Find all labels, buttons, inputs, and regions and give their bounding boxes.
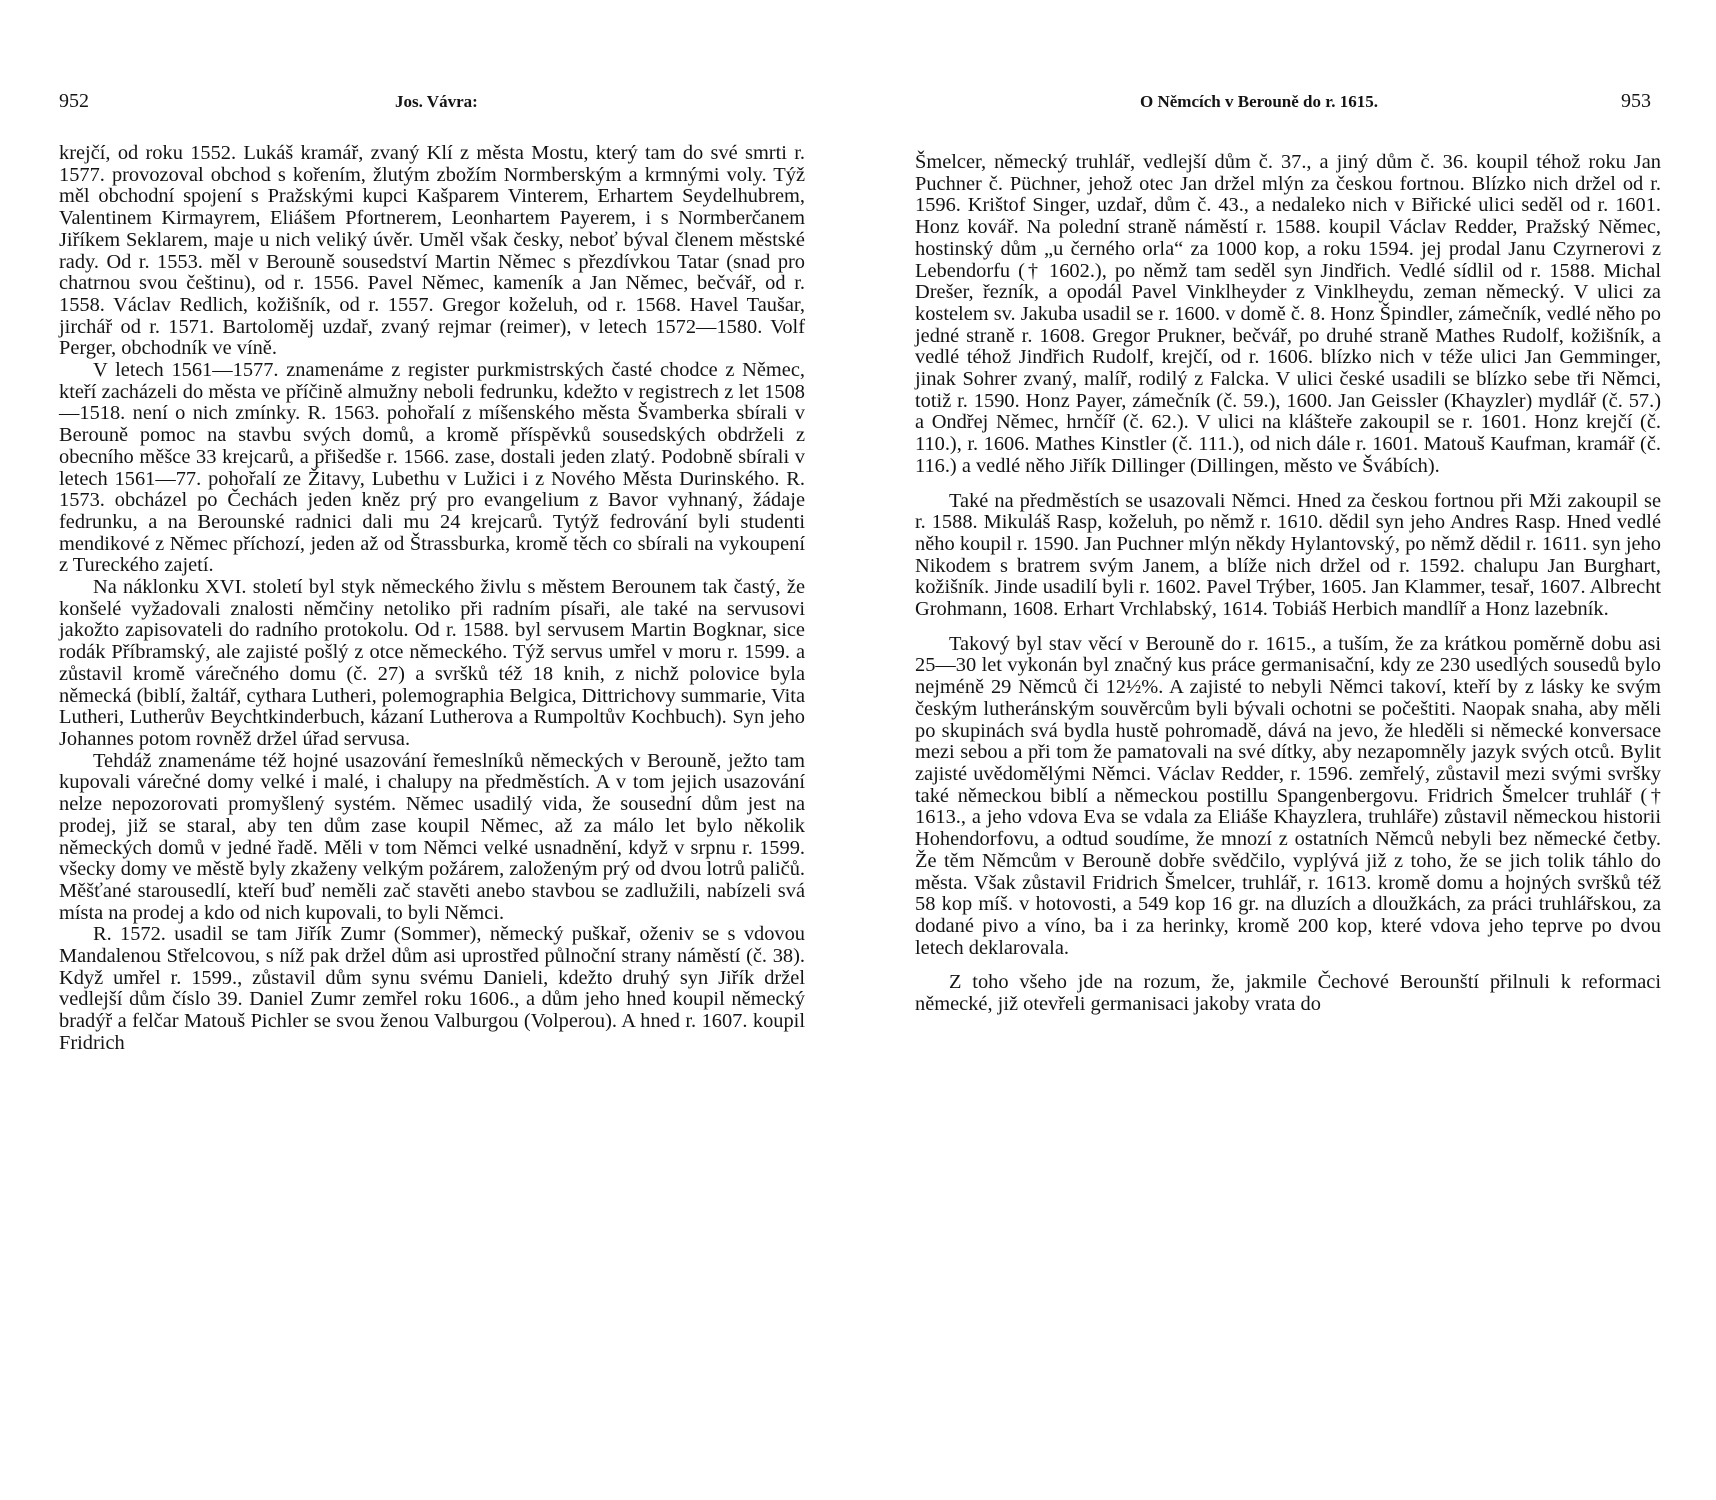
left-body-text — [59, 143, 805, 1055]
right-paragraph-2: Také na předměstích se usazovali Němci. Hned za českou fortnou při Mži zakoupil se r. 1588. Mikuláš Rasp, koželuh, po němž r. 1610. dědil syn jeho Andres Rasp. Hned vedlé něho koupil r. 1590. Jan Puchner mlýn někdy Hylantovský, po němž dědil r. 1611. syn jeho Nikodem s bratrem svým Janem, a blíže nich držel od r. 1592. chalupu Jan Burghart, kožišník. Jinde usadilí byli r. 1602. Pavel Trýber, 1605. Jan Klammer, tesař, 1607. Albrecht Grohmann, 1608. Erhart Vrchlabský, 1614. Tobiáš Herbich mandlíř a Honz lazebník. — [915, 489, 1661, 621]
left-paragraph-3: Na náklonku XVI. století byl styk německého živlu s městem Berounem tak častý, že konšelé vyžadovali znalosti němčiny netoliko při radním písaři, ale také na servusovi jakožto zapisovateli do radního protokolu. Od r. 1588. byl servusem Martin Bogknar, sice rodák Příbramský, ale zajisté pošlý z otce německého. Týž servus umřel v moru r. 1599. a zůstavil kromě várečného domu (č. 27) a svršků též 18 knih, z nichž polovice byla německá (biblí, žaltář, cythara Lutheri, polemographia Belgica, Dittrichovy summarie, Vita Lutheri, Lutherův Beychtkinderbuch, kázaní Lutherova a Rumpoltův Kochbuch). Syn jeho Johannes potom rovněž držel úřad servusa. — [59, 576, 805, 750]
left-paragraph-1: krejčí, od roku 1552. Lukáš kramář, zvaný Klí z města Mostu, který tam do své smrti r. 1577. provozoval obchod s kořením, žlutým zbožím Normberským a krmnými voly. Týž měl obchodní spojení s Pražskými kupci Kašparem Vinterem, Erhartem Seydelhubrem, Valentinem Kirmayrem, Eliášem Pfortnerem, Leonhartem Payerem, i s Normberčanem Jiříkem Seklarem, maje u nich veliký úvěr. Uměl však česky, neboť býval členem městské rady. Od r. 1553. měl v Berouně sousedství Martin Němec s přezdívkou Tatar (snad pro chatrnou svou češtinu), od r. 1556. Pavel Němec, kameník a Jan Němec, bečvář, od r. 1558. Václav Redlich, kožišník, od r. 1557. Gregor koželuh, od r. 1568. Havel Taušar, jirchář od r. 1571. Bartoloměj uzdař, zvaný rejmar (reimer), v letech 1572—1580. Volf Perger, obchodník ve víně. — [59, 142, 805, 360]
left-paragraph-2: V letech 1561—1577. znamenáme z register purkmistrských časté chodce z Němec, kteří zacházeli do města ve příčině almužny neboli fedrunku, kdežto v registrech z let 1508—1518. není o nich zmínky. R. 1563. pohořalí z míšenského města Švamberka sbírali v Berouně pomoc na stavbu svých domů, a kromě příspěvků sousedských obdrželi z obecního měšce 33 krejcarů, a přišedše r. 1566. zase, dostali jeden zlatý. Podobně sbírali v letech 1561—77. pohořalí ze Žitavy, Lubethu v Lužici i z Nového Města Durinského. R. 1573. obcházel po Čechách jeden kněz prý pro evangelium z Bavor vyhnaný, žádaje fedrunku, a na Berounské radnici dali mu 24 krejcarů. Tytýž fedrování byli studenti mendikové z Němec příchozí, jeden až od Štrassburka, kromě těch co sbírali na vykoupení z Tureckého zajetí. — [59, 359, 805, 577]
right-running-head: O Němcích v Berouně do r. 1615. — [1140, 92, 1378, 111]
left-paragraph-5: R. 1572. usadil se tam Jiřík Zumr (Sommer), německý puškař, oženiv se s vdovou Mandalenou Střelcovou, s níž pak držel dům asi uprostřed půlnoční strany náměstí (č. 38). Když umřel r. 1599., zůstavil dům synu svému Danieli, kdežto druhý syn Jiřík držel vedlejší dům číslo 39. Daniel Zumr zemřel roku 1606., a dům jeho hned koupil německý bradýř a felčar Matouš Pichler se svou ženou Valburgou (Volperou). A hned r. 1607. koupil Fridrich — [59, 923, 805, 1054]
right-paragraph-1: Šmelcer, německý truhlář, vedlejší dům č. 37., a jiný dům č. 36. koupil téhož roku Jan Puchner č. Püchner, jehož otec Jan držel mlýn za českou fortnou. Blízko nich držel od r. 1596. Krištof Singer, uzdař, dům č. 43., a nedaleko nich v Biřické ulici seděl od r. 1601. Honz kovář. Na polední straně náměstí r. 1588. koupil Václav Redder, Pražský Němec, hostinský dům „u černého orla“ za 1000 kop, a roku 1594. jej prodal Janu Czyrnerovi z Lebendorfu († 1602.), po němž tam seděl syn Jindřich. Vedlé sídlil od r. 1588. Michal Drešer, řezník, a opodál Pavel Vinklheyder z Vinklheydu, zeman německý. V ulici za kostelem sv. Jakuba usadil se r. 1600. v domě č. 8. Honz Špindler, zámečník, vedlé něho po jedné straně r. 1608. Gregor Prukner, bečvář, po druhé straně Mathes Rudolf, kožišník, a vedlé téhož Jindřich Rudolf, krejčí, od r. 1606. blízko nich v téže ulici Jan Gemminger, jinak Sohrer zvaný, malíř, rodilý z Falcka. V ulici české usadili se blízko sebe tři Němci, totiž r. 1590. Honz Payer, zámečník (č. 59.), 1600. Jan Geissler (Khayzler) mydlář (č. 57.) a Ondřej Němec, hrnčíř (č. 62.). V ulici na klášteře zakoupil se r. 1601. Honz krejčí (č. 110.), r. 1606. Mathes Kinstler (č. 111.), od nich dále r. 1601. Matouš Kaufman, kramář (č. 116.) a vedlé něho Jiřík Dillinger (Dillingen, město ve Švábích). — [915, 151, 1661, 477]
right-paragraph-3: Takový byl stav věcí v Berouně do r. 1615., a tuším, že za krátkou poměrně dobu asi 25—30 let vykonán byl značný kus práce germanisační, kdy ze 230 usedlých sousedů bylo nejméně 29 Němců či 12½%. A zajisté to nebyli Němci takoví, kteří by z lásky ke svým českým lutheránským souvěrcům byli bývali ochotni se počeštiti. Naopak snaha, aby měli po skupinách svá bydla hustě pohromadě, dává na jevo, že hleděli si německé konversace mezi sebou a při tom že pamatovali na své dítky, aby nezapomněly jazyk svých otců. Bylit zajisté uvědomělými Němci. Václav Redder, r. 1596. zemřelý, zůstavil mezi svými svršky také německou biblí a německou postillu Spangenbergovu. Fridrich Šmelcer truhlář († 1613., a jeho vdova Eva se vdala za Eliáše Khayzlera, truhláře) zůstavil německou historii Hohendorfovu, a odtud soudíme, že mnozí z ostatních Němců nebyli bez německé četby. Že těm Němcům v Berouně dobře svědčilo, vyplývá již z toho, že se jich tolik táhlo do města. Však zůstavil Fridrich Šmelcer, truhlář, r. 1613. kromě domu a hojných svršků též 58 kop míš. v hotovosti, a 549 kop 16 gr. na dluzích a dloužkách, za práci truhlářskou, za dodané pivo a víno, ba i za herinky, kromě 200 kop, které vdova jeho teprve po dvou letech deklarovala. — [915, 632, 1661, 959]
right-body-text — [915, 152, 1661, 1016]
left-running-head: Jos. Vávra: — [395, 92, 478, 111]
right-paragraph-4: Z toho všeho jde na rozum, že, jakmile Čechové Berounští přilnuli k reformaci německé, již otevřeli germanisaci jakoby vrata do — [915, 971, 1661, 1016]
left-page-number: 952 — [59, 90, 89, 112]
left-paragraph-4: Tehdáž znamenáme též hojné usazování řemeslníků německých v Berouně, ježto tam kupovali várečné domy velké i malé, i chalupy na předměstích. A v tom jejich usazování nelze nepozorovati promyšlený systém. Němec usadilý vida, že sousední dům jest na prodej, již se staral, aby ten dům zase koupil Němec, až za málo let bylo několik německých domů v jedné řadě. Měli v tom Němci velké usnadnění, když v srpnu r. 1599. všecky domy ve městě byly zkaženy velkým požárem, založeným prý od dvou lotrů paličů. Měšťané starousedlí, kteří buď neměli zač stavěti anebo stavbou se zadlužili, nabízeli svá místa na prodej a kdo od nich kupovali, to byli Němci. — [59, 749, 805, 924]
right-page — [858, 0, 1716, 1500]
right-page-number: 953 — [1621, 90, 1651, 112]
